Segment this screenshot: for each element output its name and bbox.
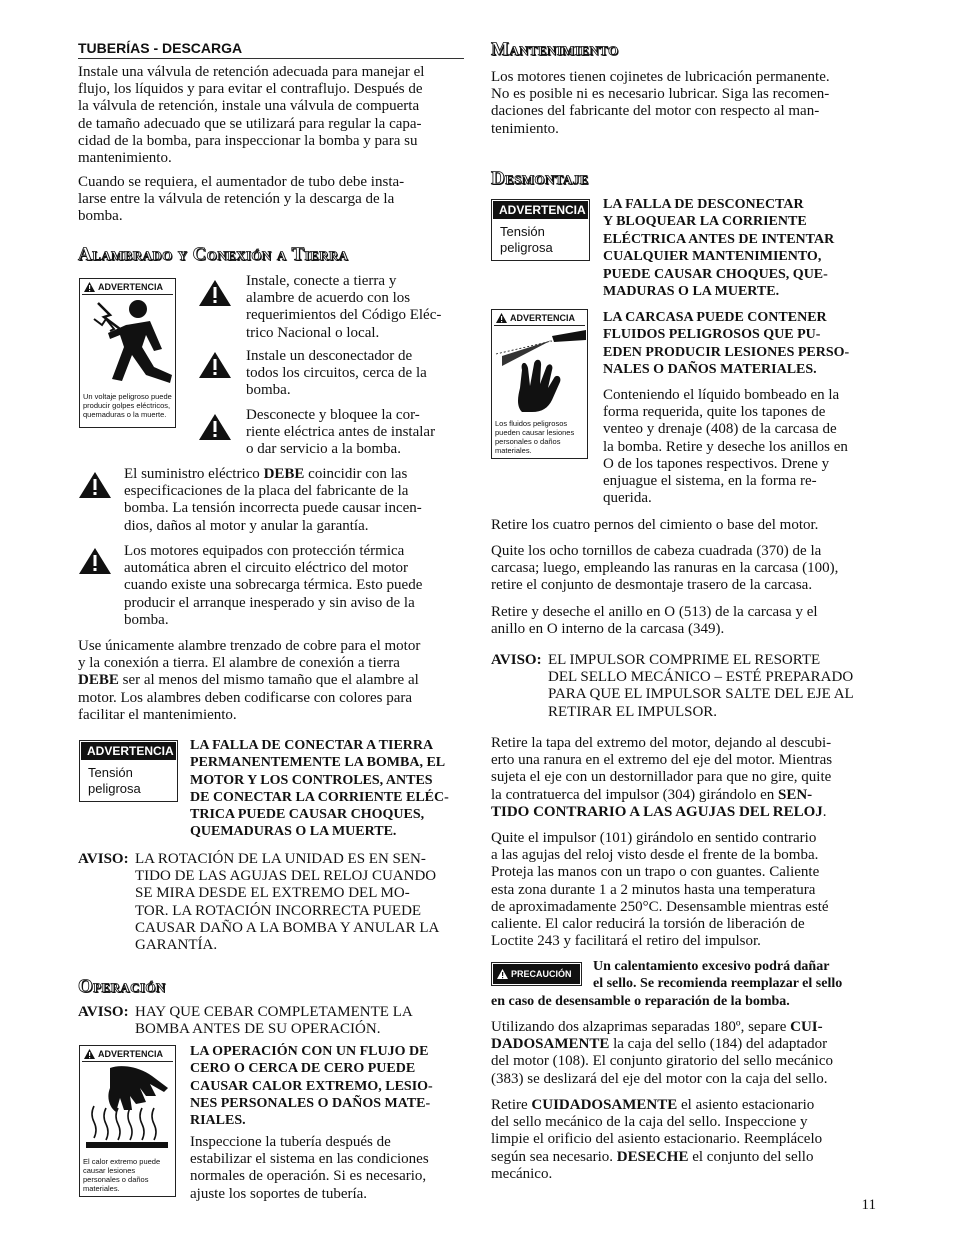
- hazardous-fluids-warning-box: ADVERTENCIA Los fluidos peligrosos pueden causar lesiones personales o daños materiales.: [491, 309, 588, 459]
- section-heading-mantenimiento: Mantenimiento: [491, 39, 619, 60]
- instruction-install-disconnect: Instale un desconectador de todos los circuitos, cerca de la bomba.: [246, 348, 427, 399]
- caution-text-bottom: en caso de desensamble o reparación de la bomba.: [491, 994, 790, 1009]
- warning-triangle-icon: [84, 1049, 95, 1059]
- instruction-disconnect-lock: Desconecte y bloquee la cor- riente eléctrica antes de instalar o dar servicio a la bomba.: [246, 407, 436, 458]
- remove-bolts-text: Retire los cuatro pernos del cimiento o base del motor.: [491, 517, 819, 533]
- instruction-power-supply: El suministro eléctrico DEBE coincidir con las especificaciones de la placa del fabricante de la bomba. La tensión incorrecta puede causar incen- dios, daños al motor y anular la garantía.: [124, 466, 422, 534]
- warning-triangle-icon: [199, 414, 231, 440]
- warning-triangle-icon: [79, 548, 111, 574]
- advertencia-label: ADVERTENCIA: [80, 1046, 175, 1061]
- inspect-piping-text: Inspeccione la tubería después de estabilizar el sistema en las condiciones normales de operación. Si es necesario, ajuste los soportes de tubería.: [190, 1134, 429, 1202]
- tuberias-paragraph-2: Cuando se requiera, el aumentador de tubo debe insta- larse entre la válvula de retención y la descarga de la bomba.: [78, 174, 405, 225]
- instruction-install-ground: Instale, conecte a tierra y alambre de acuerdo con los requerimientos del Código Eléc- trico Nacional o local.: [246, 273, 442, 341]
- instruction-thermal-protection: Los motores equipados con protección térmica automática abren el circuito eléctrico del motor cuando existe una sobrecarga térmica. Esto puede producir el arranque inesperado y sin aviso de la bomba.: [124, 543, 423, 628]
- wire-paragraph: Use únicamente alambre trenzado de cobre para el motor y la conexión a tierra. El alambre de conexión a tierra DEBE ser al menos del mismo tamaño que el alambre al motor. Los alambres deben codificarse con colores para facilitar el mantenimiento.: [78, 638, 421, 723]
- aviso-label: AVISO:: [491, 652, 542, 668]
- section-heading-alambrado: Alambrado y Conexión a Tierra: [78, 244, 349, 265]
- drain-text: Conteniendo el líquido bombeado en la forma requerida, quite los tapones de venteo y drenaje (408) de la carcasa de la bomba. Retire y deseche los anillos en O de los tapones respectivos. Drene y enjuague el sistema, en la forma re- querida.: [603, 387, 848, 507]
- caution-label-box: [491, 962, 582, 986]
- precaucion-label: PRECAUCIÓN: [493, 964, 580, 984]
- electric-shock-icon: [80, 295, 175, 387]
- warning-triangle-icon: [199, 352, 231, 378]
- separate-seal-housing-text: Utilizando dos alzaprimas separadas 180º, separe CUI- DADOSAMENTE la caja del sello (184) del adaptador del motor (108). El conjunto giratorio del sello mecánico (383) se deslizará del eje del motor con la caja del sello.: [491, 1019, 833, 1087]
- rotation-notice: LA ROTACIÓN DE LA UNIDAD ES EN SEN- TIDO DE LAS AGUJAS DEL RELOJ CUANDO SE MIRA DESDE EL EXTREMO DEL MO- TOR. LA ROTACIÓN INCORRECTA PUEDE CAUSAR DAÑO A LA BOMBA Y ANULAR LA GARANTÍA.: [135, 851, 440, 954]
- advertencia-label: ADVERTENCIA: [492, 310, 587, 325]
- electrical-hazard-warning-box: ADVERTENCIA Un voltaje peligroso puede producir golpes eléctricos, quemaduras o la muerte.: [79, 278, 176, 428]
- fluid-spray-hand-icon: [492, 326, 587, 414]
- remove-end-cap-text: Retire la tapa del extremo del motor, dejando al descubi- erto una ranura en el extremo del eje del motor. Mientras sujeta el eje con un destornillador para que no gire, quite la contratuerca del impulsor (304) girándolo en SEN- TIDO CONTRARIO A LAS AGUJAS DEL RELOJ.: [491, 735, 833, 820]
- warning-triangle-icon: [84, 282, 95, 292]
- heading-rule: [78, 58, 464, 59]
- section-heading-tuberias: TUBERÍAS - DESCARGA: [78, 40, 243, 56]
- aviso-label: AVISO:: [78, 851, 129, 867]
- page-number: 11: [861, 1197, 876, 1213]
- warning-triangle-icon: [496, 313, 507, 323]
- ground-failure-warning: LA FALLA DE CONECTAR A TIERRA PERMANENTEMENTE LA BOMBA, EL MOTOR Y LOS CONTROLES, ANTES DE CONECTAR LA CORRIENTE ELÉC- TRICA PUEDE CAUSAR CHOQUES, QUEMADURAS O LA MUERTE.: [190, 738, 449, 840]
- remove-o-ring-text: Retire y deseche el anillo en O (513) de la carcasa y el anillo en O interno de la carcasa (349).: [491, 604, 818, 638]
- remove-stationary-seat-text: Retire CUIDADOSAMENTE el asiento estacionario del sello mecánico de la caja del sello. Inspeccione y limpie el orificio del asiento estacionario. Reemplácelo según sea necesario. DESECHE el conjunto del sello mecánico.: [491, 1097, 823, 1182]
- section-heading-operacion: Operación: [78, 976, 166, 997]
- hazardous-voltage-box: ADVERTENCIA Tensión peligrosa: [491, 199, 590, 261]
- hazardous-voltage-box: ADVERTENCIA Tensión peligrosa: [79, 740, 178, 802]
- hazardous-fluids-warning: LA CARCASA PUEDE CONTENER FLUIDOS PELIGROSOS QUE PU- EDEN PRODUCIR LESIONES PERSO- NALES O DAÑOS MATERIALES.: [603, 310, 850, 378]
- advertencia-label: ADVERTENCIA: [80, 279, 175, 294]
- section-heading-desmontaje: Desmontaje: [491, 168, 589, 189]
- tuberias-paragraph-1: Instale una válvula de retención adecuada para manejar el flujo, los líquidos y para evitar el contraflujo. Después de la válvula de retención, instale una válvula de compuerta de tamaño adecuado que se utilizará para regular la capa- cidad de la bomba, para inspeccionar la bomba y para su mantenimiento.: [78, 64, 425, 167]
- disconnect-failure-warning: LA FALLA DE DESCONECTAR Y BLOQUEAR LA CORRIENTE ELÉCTRICA ANTES DE INTENTAR CUALQUIER MANTENIMIENTO, PUEDE CAUSAR CHOQUES, QUE- MADURAS O LA MUERTE.: [603, 197, 835, 300]
- extreme-heat-warning-box: ADVERTENCIA El calor extremo puede causar lesiones personales o daños materiales.: [79, 1045, 176, 1197]
- hot-hand-icon: [80, 1062, 175, 1152]
- advertencia-label: ADVERTENCIA: [493, 201, 588, 219]
- maintenance-paragraph: Los motores tienen cojinetes de lubricación permanente. No es posible ni es necesario lubricar. Siga las recomen- daciones del fabricante del motor con respecto al man- tenimiento.: [491, 69, 830, 137]
- aviso-label: AVISO:: [78, 1004, 129, 1020]
- warning-triangle-icon: [199, 280, 231, 306]
- zero-flow-warning: LA OPERACIÓN CON UN FLUJO DE CERO O CERCA DE CERO PUEDE CAUSAR CALOR EXTREMO, LESIO- NES PERSONALES O DAÑOS MATE- RIALES.: [190, 1044, 433, 1129]
- prime-notice: HAY QUE CEBAR COMPLETAMENTE LA BOMBA ANTES DE SU OPERACIÓN.: [135, 1004, 413, 1038]
- impeller-notice: EL IMPULSOR COMPRIME EL RESORTE DEL SELLO MECÁNICO – ESTÉ PREPARADO PARA QUE EL IMPULSOR SALTE DEL EJE AL RETIRAR EL IMPULSOR.: [548, 652, 854, 720]
- remove-screws-text: Quite los ocho tornillos de cabeza cuadrada (370) de la carcasa; luego, empleando las ranuras en la carcasa (100), retire el conjunto de desmontaje trasero de la carcasa.: [491, 543, 839, 594]
- remove-impeller-text: Quite el impulsor (101) girándolo en sentido contrario a las agujas del reloj visto desde el frente de la bomba. Proteja las manos con un trapo o con guantes. Caliente esta zona durante 1 a 2 minutos hasta una temperatura de aproximadamente 250°C. Desensamble mientras esté caliente. El calor reducirá la torsión de liberación de Loctite 243 y facilitará el retiro del impulsor.: [491, 830, 829, 950]
- warning-triangle-icon: [79, 472, 111, 498]
- warning-triangle-icon: [497, 969, 508, 979]
- caution-text-top: Un calentamiento excesivo podrá dañar el sello. Se recomienda reemplazar el sello: [593, 959, 843, 992]
- advertencia-label: ADVERTENCIA: [81, 742, 176, 760]
